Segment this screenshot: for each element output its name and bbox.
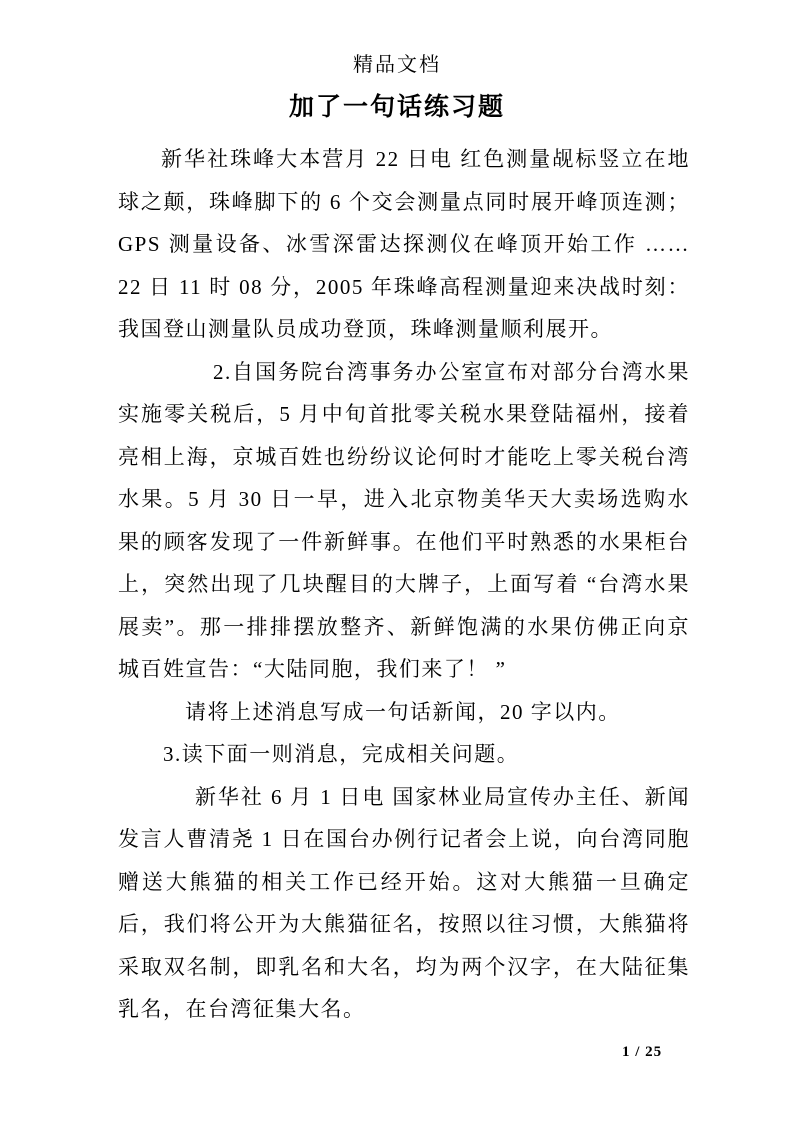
paragraph-news-everest: 新华社珠峰大本营月 22 日电 红色测量觇标竖立在地球之颠，珠峰脚下的 6 个交会测量点同时展开峰顶连测； GPS 测量设备、冰雪深雷达探测仪在峰顶开始工作 ……22 日 11 时 08 分，2005 年珠峰高程测量迎来决战时刻：我国登山测量队员成功登顶，珠峰测量顺利展开。 (118, 147, 690, 341)
document-watermark-header: 精品文档 (353, 54, 441, 76)
paragraph-question-2-fruit: 2.自国务院台湾事务办公室宣布对部分台湾水果实施零关税后，5 月中旬首批零关税水果登陆福州，接着亮相上海，京城百姓也纷纷议论何时才能吃上零关税台湾水果。5 月 30 日一早，进入北京物美华天大卖场选购水果的顾客发现了一件新鲜事。在他们平时熟悉的水果柜台上，突然出现了几块醒目的大牌子，上面写着 “台湾水果展卖”。那一排排摆放整齐、新鲜饱满的水果仿佛正向京城百姓宣告：“大陆同胞，我们来了！ ” (118, 359, 690, 681)
paragraph-instruction-one-sentence-news: 请将上述消息写成一句话新闻，20 字以内。 (185, 699, 621, 724)
paragraph-question-3-prompt: 3.读下面一则消息，完成相关问题。 (163, 742, 520, 766)
page-number: 1 / 25 (622, 1044, 663, 1060)
paragraph-news-panda: 新华社 6 月 1 日电 国家林业局宣传办主任、新闻发言人曹清尧 1 日在国台办例行记者会上说，向台湾同胞赠送大熊猫的相关工作已经开始。这对大熊猫一旦确定后，我们将公开为大熊猫征名，按照以往习惯，大熊猫将采取双名制，即乳名和大名，均为两个汉字，在大陆征集乳名，在台湾征集大名。 (118, 784, 690, 1021)
document-body (118, 138, 690, 1031)
page-title: 加了一句话练习题 (288, 94, 505, 121)
